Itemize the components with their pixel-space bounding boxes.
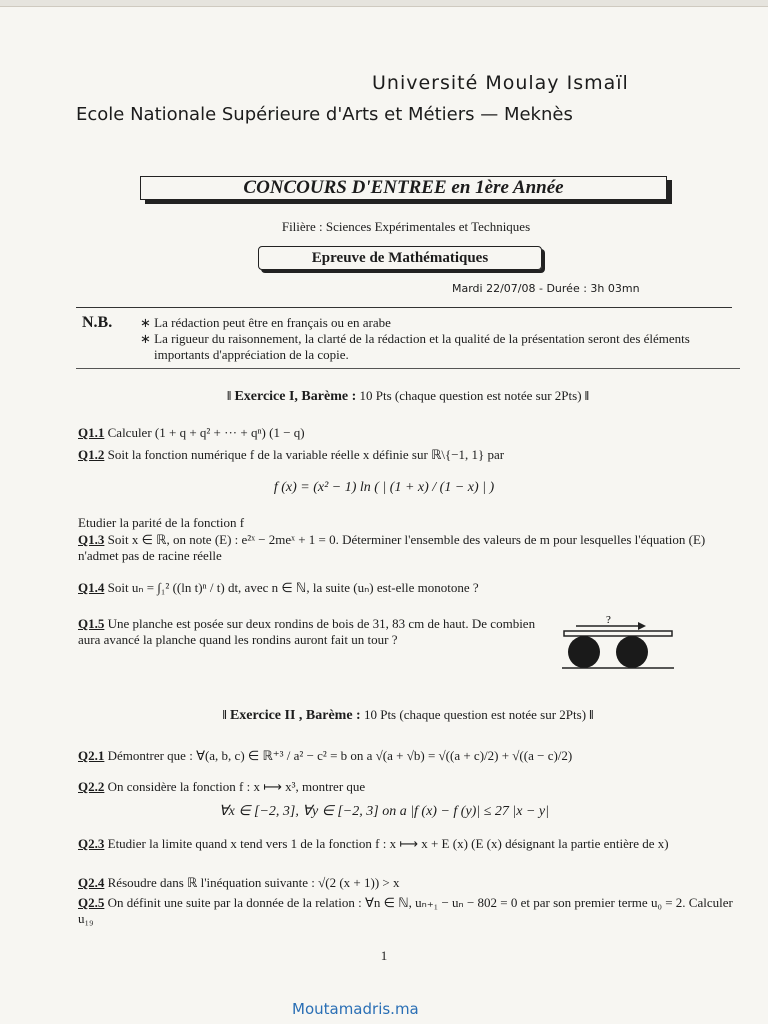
plank-and-logs-figure [562,612,674,674]
exercise-1-note: 10 Pts (chaque question est notée sur 2Pts) [359,388,582,403]
question-number: Q1.2 [78,447,105,462]
question-number: Q2.5 [78,895,105,910]
question-number: Q1.1 [78,425,105,440]
question-1-3 [78,532,746,564]
section-divider [76,368,740,369]
question-2-4 [78,875,746,891]
nb-notes [140,315,744,363]
question-text: On définit une suite par la donnée de la relation : ∀n ∈ ℕ, uₙ₊₁ − uₙ − 802 = 0 et par son premier terme u₀ = 2. Calculer u₁₉ [78,895,733,926]
question-number: Q2.1 [78,748,105,763]
question-text: On considère la fonction f : x ⟼ x³, montrer que [107,779,366,794]
nb-divider [76,307,732,308]
question-2-1 [78,748,746,764]
question-text: Une planche est posée sur deux rondins de bois de 31, 83 cm de haut. De combien aura avancé la planche quand les rondins auront fait un tour ? [78,616,536,647]
question-text: Soit uₙ = ∫₁² ((ln t)ⁿ / t) dt, avec n ∈ ℕ, la suite (uₙ) est-elle monotone ? [107,580,479,595]
question-1-1 [78,425,746,441]
question-number: Q2.4 [78,875,105,890]
question-text: Résoudre dans ℝ l'inéquation suivante : √(2 (x + 1)) > x [107,875,400,890]
contest-title-box: CONCOURS D'ENTREE en 1ère Année [140,176,667,200]
question-2-3 [78,836,746,852]
question-1-5 [78,616,554,648]
question-number: Q2.3 [78,836,105,851]
question-text: Démontrer que : ∀(a, b, c) ∈ ℝ⁺³ / a² − c² = b on a √(a + √b) = √((a + c)/2) + √((a − c)/2) [107,748,573,763]
nb-item-text: La rigueur du raisonnement, la clarté de la rédaction et la qualité de la présentation seront des éléments importants d'appréciation de la copie. [154,331,690,362]
university-name: Université Moulay Ismaïl [372,72,629,94]
exercise-1-header: ‖ Exercice I, Barème : 10 Pts (chaque question est notée sur 2Pts) ‖ [226,388,590,404]
question-number: Q1.4 [78,580,105,595]
question-1-2 [78,447,746,463]
question-text: Etudier la limite quand x tend vers 1 de la fonction f : x ⟼ x + E (x) (E (x) désignant la partie entière de x) [107,836,669,851]
page-number: 1 [380,948,388,963]
exam-date: Mardi 22/07/08 - Durée : 3h 03mn [452,282,640,295]
q12-formula: f (x) = (x² − 1) ln ( | (1 + x) / (1 − x) | ) [273,480,495,495]
q12-followup: Etudier la parité de la fonction f [78,515,245,530]
exercise-2-header: ‖ Exercice II , Barème : 10 Pts (chaque question est notée sur 2Pts) ‖ [222,707,594,723]
nb-item: ∗ La rédaction peut être en français ou en arabe [140,315,391,330]
school-name: Ecole Nationale Supérieure d'Arts et Métiers — Meknès [76,104,573,125]
log-right [616,636,648,668]
filiere-line: Filière : Sciences Expérimentales et Techniques [281,219,531,234]
scan-top-edge [0,0,768,7]
arrow-head-icon [638,622,646,630]
question-2-5 [78,895,746,927]
question-text: Soit la fonction numérique f de la variable réelle x définie sur ℝ\{−1, 1} par [107,447,505,462]
question-number: Q1.3 [78,532,105,547]
figure-question-mark: ? [606,614,611,626]
plank [564,631,672,636]
epreuve-box: Epreuve de Mathématiques [258,246,542,270]
question-1-4 [78,580,746,596]
question-number: Q2.2 [78,779,105,794]
question-2-2 [78,779,746,795]
question-text: Calculer (1 + q + q² + ··· + qⁿ) (1 − q) [107,425,305,440]
exercise-2-note: 10 Pts (chaque question est notée sur 2Pts) [363,707,587,722]
nb-item: ∗ La rigueur du raisonnement, la clarté de la rédaction et la qualité de la présentation seront des éléments importants d'appréciation de la copie. [140,331,690,362]
footer-watermark: Moutamadris.ma [292,1000,419,1018]
nb-label: N.B. [82,314,113,331]
question-text: Soit x ∈ ℝ, on note (E) : e²ˣ − 2meˣ + 1 = 0. Déterminer l'ensemble des valeurs de m pour lesquelles l'équation (E) n'admet pas de racine réelle [78,532,706,563]
log-left [568,636,600,668]
exercise-2-title: Exercice II , Barème : [229,708,361,723]
question-number: Q1.5 [78,616,105,631]
q22-formula: ∀x ∈ [−2, 3], ∀y ∈ [−2, 3] on a |f (x) − f (y)| ≤ 27 |x − y| [219,804,549,819]
nb-item-text: La rédaction peut être en français ou en arabe [154,315,391,330]
exercise-1-title: Exercice I, Barème : [234,389,357,404]
